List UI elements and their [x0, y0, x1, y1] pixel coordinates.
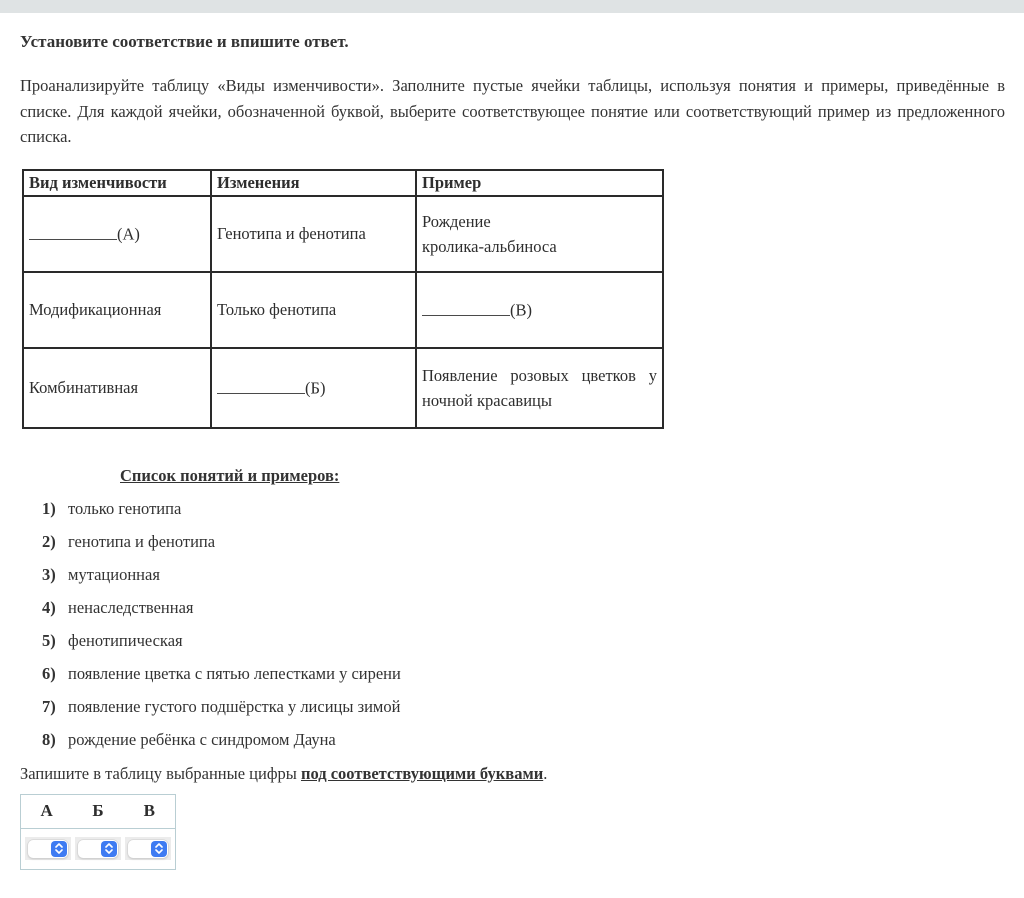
chevron-up-icon [55, 843, 63, 848]
answer-select-a-control[interactable] [28, 840, 68, 858]
answer-column-v: В [143, 801, 155, 820]
option-number: 2) [42, 531, 56, 551]
closing-emphasis: под соответствующими буквами [300, 763, 544, 783]
option-text: рождение ребёнка с синдромом Дауна [68, 729, 336, 749]
answer-table-header [21, 795, 175, 829]
cell-kind-2: Модификационная [23, 272, 211, 348]
blank-letter-v: (В) [510, 300, 532, 320]
header-example: Пример [416, 170, 663, 196]
blank-line-b [217, 376, 305, 393]
option-text: появление густого подшёрстка у лисицы зимой [68, 696, 401, 716]
closing-suffix: . [543, 763, 548, 783]
answer-select-a[interactable] [25, 837, 71, 860]
chevron-up-icon [105, 843, 113, 848]
option-number: 6) [42, 663, 56, 683]
cell-kind-3: Комбинативная [23, 348, 211, 428]
table-header-row [23, 170, 663, 196]
example-text-3: Появление розовых цветков у ночной красавицы [422, 365, 657, 410]
option-number: 3) [42, 564, 56, 584]
option-text: фенотипическая [68, 630, 183, 650]
option-text: ненаследственная [68, 597, 194, 617]
top-bar [0, 0, 1024, 13]
options-list [20, 498, 1005, 750]
stepper-button[interactable] [151, 841, 167, 857]
closing-instruction [20, 763, 1005, 785]
answer-select-v[interactable] [125, 837, 171, 860]
option-number: 7) [42, 696, 56, 716]
table-row [23, 272, 663, 348]
option-number: 5) [42, 630, 56, 650]
blank-letter-b: (Б) [305, 378, 326, 398]
task-instructions: Проанализируйте таблицу «Виды изменчивости». Заполните пустые ячейки таблицы, используя понятия и примеры, приведённые в списке. Для каждой ячейки, обозначенной буквой, выберите соответствующее понятие или соответствующий пример из предложенного списка. [20, 76, 1005, 146]
list-item [20, 564, 1005, 585]
options-list-heading: Список понятий и примеров: [120, 465, 340, 485]
table-row [23, 348, 663, 428]
example-line-2: кролика-альбиноса [422, 236, 557, 256]
header-kind: Вид изменчивости [23, 170, 211, 196]
chevron-down-icon [55, 849, 63, 854]
variability-table [22, 169, 664, 429]
answer-select-v-control[interactable] [128, 840, 168, 858]
cell-changes-2: Только фенотипа [211, 272, 416, 348]
chevron-up-icon [155, 843, 163, 848]
option-text: только генотипа [68, 498, 182, 518]
answer-table-body [21, 829, 175, 869]
page-title: Установите соответствие и впишите ответ. [20, 32, 349, 51]
table-row [23, 196, 663, 272]
answer-table [20, 794, 176, 870]
option-text: появление цветка с пятью лепестками у сирени [68, 663, 401, 683]
list-item [20, 729, 1005, 750]
option-number: 8) [42, 729, 56, 749]
page-content [0, 30, 1024, 870]
list-item [20, 696, 1005, 717]
answer-select-b[interactable] [75, 837, 121, 860]
list-item [20, 630, 1005, 651]
closing-prefix: Запишите в таблицу выбранные цифры [20, 763, 301, 783]
cell-blank-v [416, 272, 663, 348]
option-text: генотипа и фенотипа [68, 531, 216, 551]
option-number: 4) [42, 597, 56, 617]
answer-column-b: Б [92, 801, 104, 820]
cell-blank-a [23, 196, 211, 272]
answer-column-a: А [40, 801, 53, 820]
stepper-button[interactable] [101, 841, 117, 857]
list-item [20, 498, 1005, 519]
list-item [20, 663, 1005, 684]
example-line-1: Рождение [422, 211, 491, 231]
option-number: 1) [42, 498, 56, 518]
cell-changes-1: Генотипа и фенотипа [211, 196, 416, 272]
header-changes: Изменения [211, 170, 416, 196]
blank-line-v [422, 298, 510, 315]
answer-select-b-control[interactable] [78, 840, 118, 858]
cell-example-1 [416, 196, 663, 272]
cell-blank-b [211, 348, 416, 428]
blank-line-a [29, 222, 117, 239]
list-item [20, 597, 1005, 618]
chevron-down-icon [155, 849, 163, 854]
list-item [20, 531, 1005, 552]
stepper-button[interactable] [51, 841, 67, 857]
chevron-down-icon [105, 849, 113, 854]
blank-letter-a: (А) [117, 224, 140, 244]
option-text: мутационная [68, 564, 160, 584]
cell-example-3 [416, 348, 663, 428]
